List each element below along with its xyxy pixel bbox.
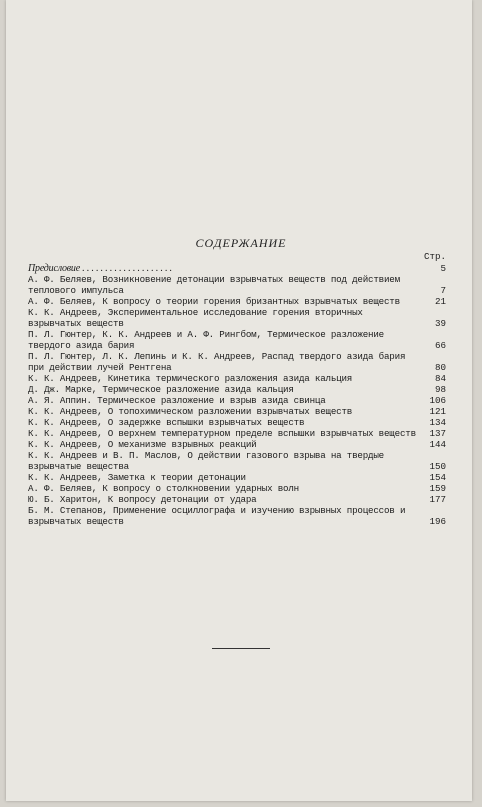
toc-entry-page: 137 (429, 428, 446, 439)
toc-entry (28, 472, 446, 483)
toc-entry-page: 5 (440, 263, 446, 274)
toc-entry-page: 66 (434, 340, 446, 351)
toc-entry-text: А. Ф. Беляев, К вопросу о теории горения бризантных взрывчатых веществ (28, 296, 400, 307)
toc-entry (28, 505, 446, 527)
toc-entry-text: К. К. Андреев, О верхнем температурном пределе вспышки взрывчатых веществ (28, 428, 416, 439)
toc-entry (28, 329, 446, 351)
toc-entry-page: 98 (434, 384, 446, 395)
toc-entry (28, 483, 446, 494)
toc-entry-text: Ю. Б. Харитон, К вопросу детонации от удара (28, 494, 257, 505)
toc-entry-text: К. К. Андреев, Заметка к теории детонации (28, 472, 246, 483)
toc-entry-text: Предисловие . . . . . . . . . . . . . . . . . . . . (28, 263, 172, 274)
toc-entry-page: 7 (440, 285, 446, 296)
toc-entry-page: 196 (429, 516, 446, 527)
toc-entry-page: 106 (429, 395, 446, 406)
toc-entry-page: 144 (429, 439, 446, 450)
toc-entry-text: К. К. Андреев, Кинетика термического разложения азида кальция (28, 373, 353, 384)
table-of-contents (28, 251, 446, 527)
toc-entry-page: 121 (429, 406, 446, 417)
toc-entry (28, 263, 446, 274)
toc-entry-text: К. К. Андреев, О задержке вспышки взрывчатых веществ (28, 417, 305, 428)
toc-entry-text: А. Я. Аппин. Термическое разложение и взрыв азида свинца (28, 395, 326, 406)
toc-entry (28, 373, 446, 384)
toc-entry-page: 177 (429, 494, 446, 505)
toc-entry (28, 296, 446, 307)
toc-entry-page: 134 (429, 417, 446, 428)
toc-entry (28, 395, 446, 406)
toc-entry-page: 84 (434, 373, 446, 384)
toc-entry (28, 274, 446, 296)
toc-entry-page: 80 (434, 362, 446, 373)
toc-entry-text: К. К. Андреев, О механизме взрывных реакций (28, 439, 257, 450)
toc-entry-page: 21 (434, 296, 446, 307)
toc-entry (28, 428, 446, 439)
toc-entry-text: Д. Дж. Марке, Термическое разложение азида кальция (28, 384, 294, 395)
toc-entry (28, 450, 446, 472)
toc-entry-text: Б. М. Степанов, Применение осциллографа и изучению взрывных процессов и взрывчатых веществ (28, 505, 406, 527)
toc-entry-text: А. Ф. Беляев, К вопросу о столкновении ударных волн (28, 483, 299, 494)
toc-entry-text: К. К. Андреев, Экспериментальное исследование горения вторичных взрывчатых веществ (28, 307, 363, 329)
toc-entry-text: П. Л. Гюнтер, Л. К. Лепинь и К. К. Андреев, Распад твердого азида бария при действии лучей Рентгена (28, 351, 406, 373)
toc-entry-text: К. К. Андреев, О топохимическом разложении взрывчатых веществ (28, 406, 353, 417)
toc-entry (28, 439, 446, 450)
toc-entry (28, 307, 446, 329)
toc-entry (28, 417, 446, 428)
page-title: СОДЕРЖАНИЕ (195, 236, 287, 250)
toc-entry-page: 39 (434, 318, 446, 329)
toc-entry (28, 494, 446, 505)
toc-entry-page: 154 (429, 472, 446, 483)
toc-entry-page: 159 (429, 483, 446, 494)
toc-entry-page: 150 (429, 461, 446, 472)
toc-entry (28, 406, 446, 417)
toc-entry-text: А. Ф. Беляев, Возникновение детонации взрывчатых веществ под действием теплового импульса (28, 274, 400, 296)
toc-entry-text: П. Л. Гюнтер, К. К. Андреев и А. Ф. Рингбом, Термическое разложение твердого азида бария (28, 329, 384, 351)
page-column-header: Стр. (423, 251, 446, 262)
toc-entry (28, 384, 446, 395)
toc-entry (28, 351, 446, 373)
section-divider (212, 648, 270, 649)
toc-entry-text: К. К. Андреев и В. П. Маслов, О действии газового взрыва на твердые взрывчатые вещества (28, 450, 384, 472)
